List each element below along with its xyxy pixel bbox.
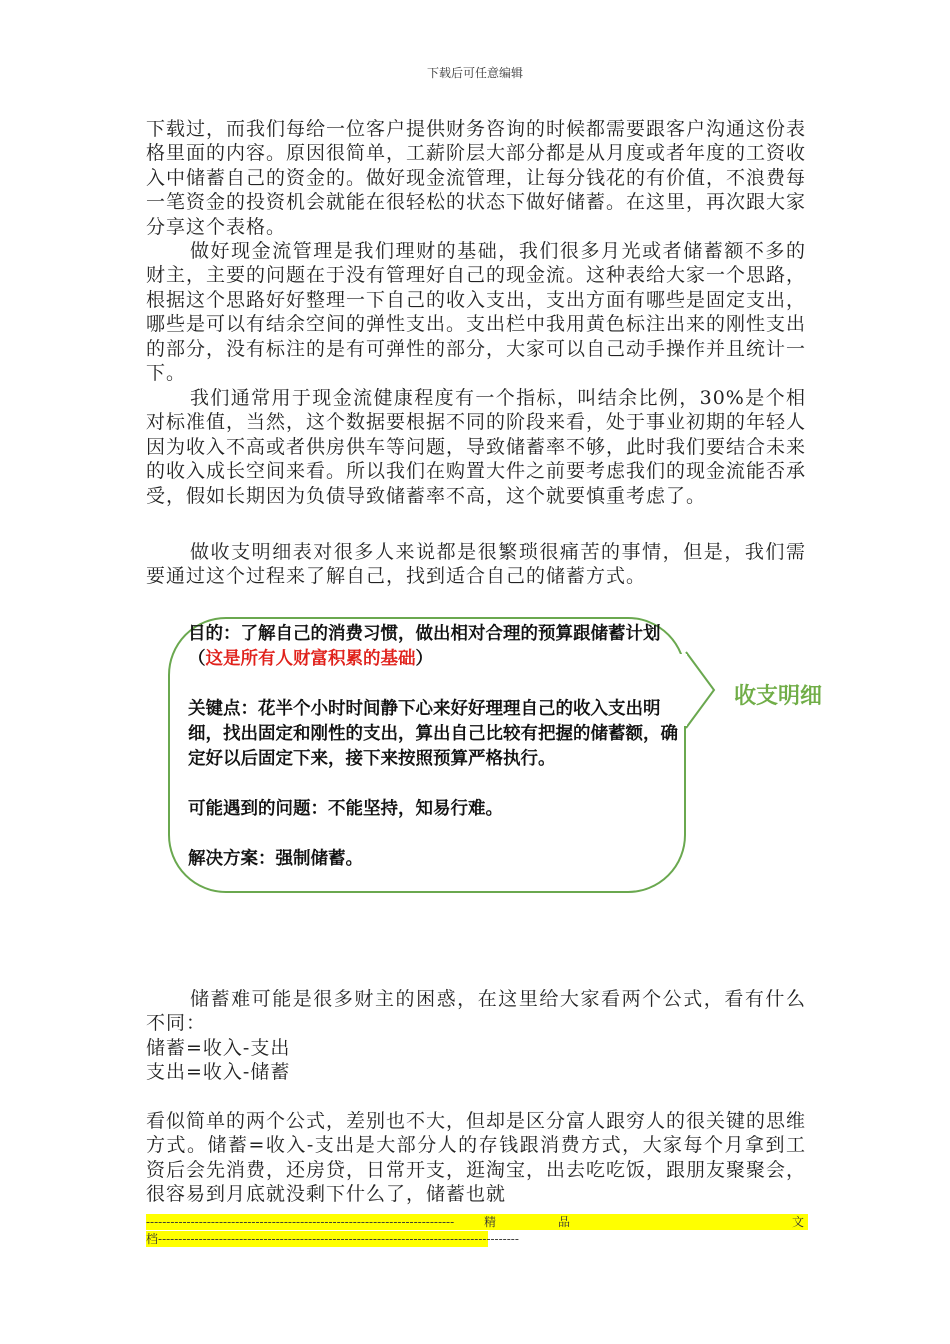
callout-goal-end: ） [415,649,433,669]
footer-dashes-1: ---------------------------------------------------------------------------- [146,1215,455,1229]
callout-solution: 解决方案：强制储蓄。 [188,849,363,869]
callout-key: 关键点：花半个小时时间静下心来好好理理自己的收入支出明细，找出固定和刚性的支出，算出自己比较有把握的储蓄额，确定好以后固定下来，接下来按照预算严格执行。 [188,699,678,769]
paragraph-6: 看似简单的两个公式，差别也不大，但却是区分富人跟穷人的很关键的思维方式。储蓄=收入-支出是大部分人的存钱跟消费方式，大家每个月拿到工资后会先消费，还房贷，日常开支，逛淘宝，出去吃吃饭，跟朋友聚聚会，很容易到月底就没剩下什么了，储蓄也就 [146,1110,807,1206]
footer-char-3: 文 [792,1215,805,1229]
footer-char-4: 档 [146,1232,159,1246]
paragraph-4: 做收支明细表对很多人来说都是很繁琐很痛苦的事情，但是，我们需要通过这个过程来了解自己，找到适合自己的储蓄方式。 [146,541,806,588]
formula-1: 储蓄=收入-支出 [146,1037,291,1059]
callout-label: 收支明细 [734,684,823,709]
callout-goal [188,622,678,672]
footer-line-1 [146,1214,808,1230]
formula-2: 支出=收入-储蓄 [146,1061,291,1083]
paragraph-5: 储蓄难可能是很多财主的困惑，在这里给大家看两个公式，看有什么不同： [146,988,806,1035]
paragraph-3: 我们通常用于现金流健康程度有一个指标，叫结余比例，30%是个相对标准值，当然，这个数据要根据不同的阶段来看，处于事业初期的年轻人因为收入不高或者供房供车等问题，导致储蓄率不够，此时我们要结合未来的收入成长空间来看。所以我们在购置大件之前要考虑我们的现金流能否承受，假如长期因为负债导致储蓄率不高，这个就要慎重考虑了。 [146,387,807,507]
paragraph-2: 做好现金流管理是我们理财的基础，我们很多月光或者储蓄额不多的财主，主要的问题在于没有管理好自己的现金流。这种表给大家一个思路，根据这个思路好好整理一下自己的收入支出，支出方面有哪些是固定支出，哪些是可以有结余空间的弹性支出。支出栏中我用黄色标注出来的刚性支出的部分，没有标注的是有可弹性的部分，大家可以自己动手操作并且统计一下。 [146,240,807,385]
callout-goal-text: 目的：了解自己的消费习惯，做出相对合理的预算跟储蓄计划（ [188,624,661,669]
footer-char-2: 品 [558,1215,571,1229]
callout-problem: 可能遇到的问题：不能坚持，知易行难。 [188,799,503,819]
footer-dashes-2: ----------------------------------------------------------------------------------------- [158,1232,519,1246]
callout-text [188,622,678,872]
page-header: 下载后可任意编辑 [426,66,523,80]
callout-tail [672,650,716,730]
footer-line-2 [146,1231,519,1247]
footer-char-1: 精 [484,1215,497,1229]
paragraph-1: 下载过，而我们每给一位客户提供财务咨询的时候都需要跟客户沟通这份表格里面的内容。原因很简单，工薪阶层大部分都是从月度或者年度的工资收入中储蓄自己的资金的。做好现金流管理，让每分钱花的有价值，不浪费每一笔资金的投资机会就能在很轻松的状态下做好储蓄。在这里，再次跟大家分享这个表格。 [146,118,807,238]
callout-goal-highlight: 这是所有人财富积累的基础 [205,649,416,669]
